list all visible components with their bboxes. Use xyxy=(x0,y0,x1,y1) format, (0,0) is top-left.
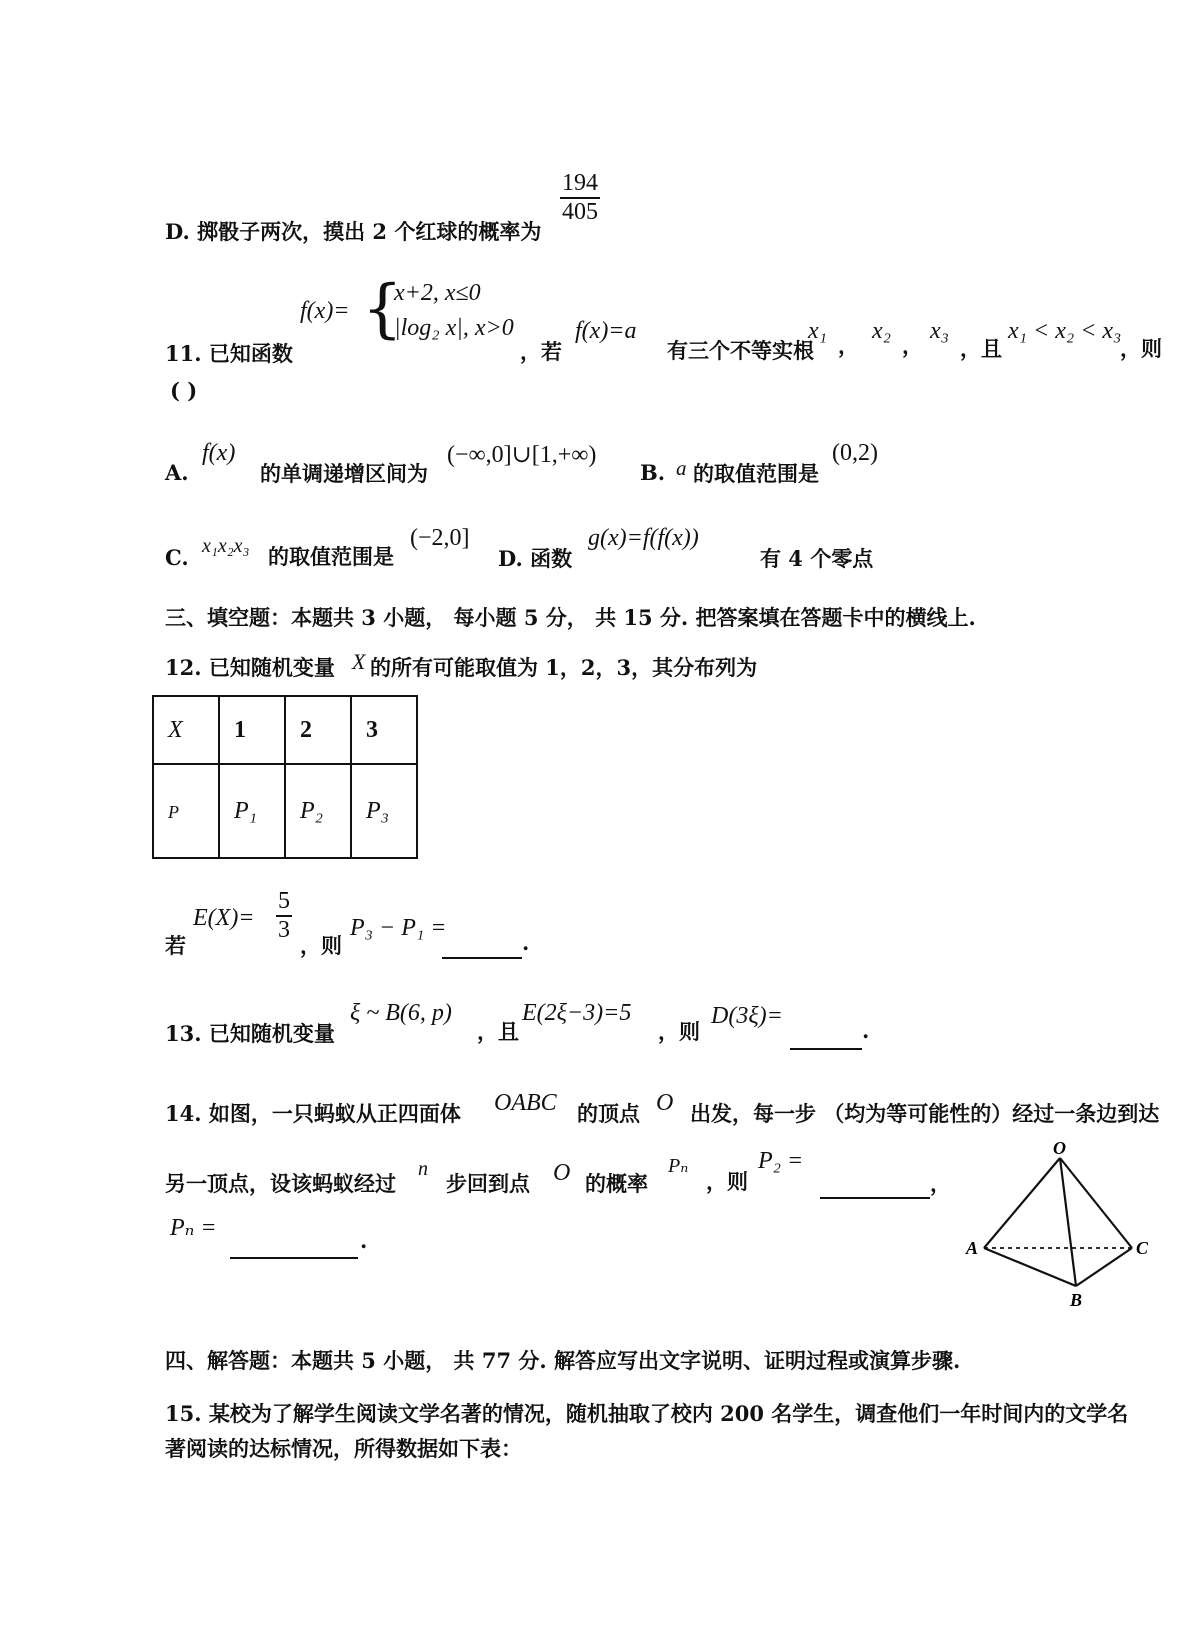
q14-o2: O xyxy=(553,1160,571,1186)
q14-end: . xyxy=(360,1228,368,1253)
q11-f-lhs: f(x)= xyxy=(300,298,350,324)
q12-answer-blank xyxy=(442,944,522,963)
q10-fraction-den: 405 xyxy=(562,199,598,225)
q14-line2-b: 步回到点 xyxy=(446,1171,530,1196)
q12-expr: P₃ − P₁ = xyxy=(350,915,447,941)
q10-option-d: D. 掷骰子两次，摸出 2 个红球的概率为 xyxy=(165,219,542,244)
table-cell: P₃ xyxy=(351,764,417,858)
q11-brace: { xyxy=(362,272,403,346)
q14-line1-a: 14. 如图，一只蚂蚁从正四面体 xyxy=(165,1101,461,1126)
q12-lead: 12. 已知随机变量 xyxy=(165,655,335,680)
q14-blank2 xyxy=(230,1244,358,1263)
q11-and: ，且 xyxy=(960,336,1002,361)
q13-expr: D(3ξ)= xyxy=(711,1003,783,1029)
q12-fraction: $\frac{5}{3}$ xyxy=(278,888,290,943)
q11-optA-math: (−∞,0]∪[1,+∞) xyxy=(447,442,597,468)
q11-optC-text: 的取值范围是 xyxy=(268,544,394,569)
q11-case2: |log₂ x|, x>0 xyxy=(394,315,514,341)
table-cell: 3 xyxy=(351,696,417,764)
q11-lead: 11. 已知函数 xyxy=(165,341,293,366)
q15-line1: 15. 某校为了解学生阅读文学名著的情况，随机抽取了校内 200 名学生，调查他们一年时间内的文学名 xyxy=(165,1401,1129,1426)
vertex-a-label: A xyxy=(966,1238,979,1258)
q12-lead2: 的所有可能取值为 1，2，3，其分布列为 xyxy=(370,655,758,680)
q11-optD-text: 有 4 个零点 xyxy=(760,546,874,571)
q14-line2-c: 的概率 xyxy=(585,1171,648,1196)
table-cell: P₂ xyxy=(285,764,351,858)
section3-heading: 三、填空题：本题共 3 小题， 每小题 5 分， 共 15 分. 把答案填在答题卡中的横线上. xyxy=(165,605,976,630)
table-cell: 1 xyxy=(219,696,285,764)
q11-eq: f(x)=a xyxy=(575,318,637,344)
tetrahedron-figure xyxy=(960,1140,1160,1315)
q11-optC-expr: x₁x₂x₃ xyxy=(202,535,250,557)
vertex-c-label: C xyxy=(1136,1238,1149,1258)
q11-optA-text: 的单调递增区间为 xyxy=(260,461,428,486)
table-row xyxy=(153,764,417,858)
q11-optB-text: 的取值范围是 xyxy=(693,461,819,486)
q11-optD-math: g(x)=f(f(x)) xyxy=(588,525,699,551)
table-row xyxy=(153,696,417,764)
table-cell: P xyxy=(153,764,219,858)
table-cell: P₁ xyxy=(219,764,285,858)
q11-optC-label: C. xyxy=(165,545,189,570)
q15-line2: 著阅读的达标情况，所得数据如下表： xyxy=(165,1436,522,1461)
q11-optC-math: (−2,0] xyxy=(410,525,470,551)
q11-x3: x₃ xyxy=(930,318,949,344)
q11-optA-f: f(x) xyxy=(202,440,236,466)
q11-optB-math: (0,2) xyxy=(832,440,878,466)
q11-if: ，若 xyxy=(520,339,562,364)
q14-n: n xyxy=(418,1158,428,1180)
q14-blank1 xyxy=(820,1184,930,1203)
section4-heading: 四、解答题：本题共 5 小题， 共 77 分. 解答应写出文字说明、证明过程或演算步骤. xyxy=(165,1348,961,1373)
q13-lead: 13. 已知随机变量 xyxy=(165,1021,335,1046)
q14-pn: Pₙ xyxy=(668,1155,689,1177)
q10-fraction-num: 194 xyxy=(560,170,600,199)
q11-comma1: ， xyxy=(838,333,859,358)
q13-dist: ξ ~ B(6, p) xyxy=(350,1000,452,1026)
q12-ruo: 若 xyxy=(165,933,186,958)
q11-x2: x₂ xyxy=(872,318,891,344)
q12-ex: E(X)= xyxy=(193,905,255,931)
q10-fraction xyxy=(560,170,600,226)
q11-optA-label: A. xyxy=(165,460,189,485)
q11-then: ，则 xyxy=(1120,336,1162,361)
q11-order: x₁ < x₂ < x₃ xyxy=(1008,318,1122,344)
vertex-o-label: O xyxy=(1053,1140,1066,1158)
q11-optD-label: D. 函数 xyxy=(498,546,573,571)
q12-then: ，则 xyxy=(300,933,342,958)
vertex-b-label: B xyxy=(1070,1290,1083,1310)
q14-pn-eq: Pₙ = xyxy=(170,1215,217,1241)
q11-x1: x₁ xyxy=(808,318,827,344)
q13-and: ，且 xyxy=(477,1019,519,1044)
q11-roots-text: 有三个不等实根 xyxy=(667,338,814,363)
q11-answer-paren: ( ) xyxy=(170,378,198,403)
q14-line1-c: 出发，每一步 （均为等可能性的）经过一条边到达 xyxy=(690,1101,1160,1126)
q13-cond: E(2ξ−3)=5 xyxy=(522,1000,632,1026)
q12-x: X xyxy=(352,649,366,674)
q11-optB-label: B. xyxy=(640,460,666,485)
q14-p2: P₂ = xyxy=(758,1148,804,1174)
q11-case1: x+2, x≤0 xyxy=(394,280,481,306)
q14-line1-b: 的顶点 xyxy=(577,1101,640,1126)
table-cell: X xyxy=(153,696,219,764)
q12-end: . xyxy=(522,930,530,955)
q14-line2-a: 另一顶点，设该蚂蚁经过 xyxy=(165,1171,396,1196)
distribution-table xyxy=(152,695,418,859)
q14-comma: ， xyxy=(930,1171,951,1196)
q13-end: . xyxy=(862,1018,870,1043)
q11-optB-a: a xyxy=(676,456,687,480)
q14-oabc: OABC xyxy=(494,1090,557,1116)
q11-comma2: ， xyxy=(902,333,923,358)
q14-line2-d: ，则 xyxy=(706,1169,748,1194)
table-cell: 2 xyxy=(285,696,351,764)
q13-answer-blank xyxy=(790,1035,862,1054)
q14-o1: O xyxy=(656,1090,674,1116)
q13-then: ，则 xyxy=(658,1019,700,1044)
